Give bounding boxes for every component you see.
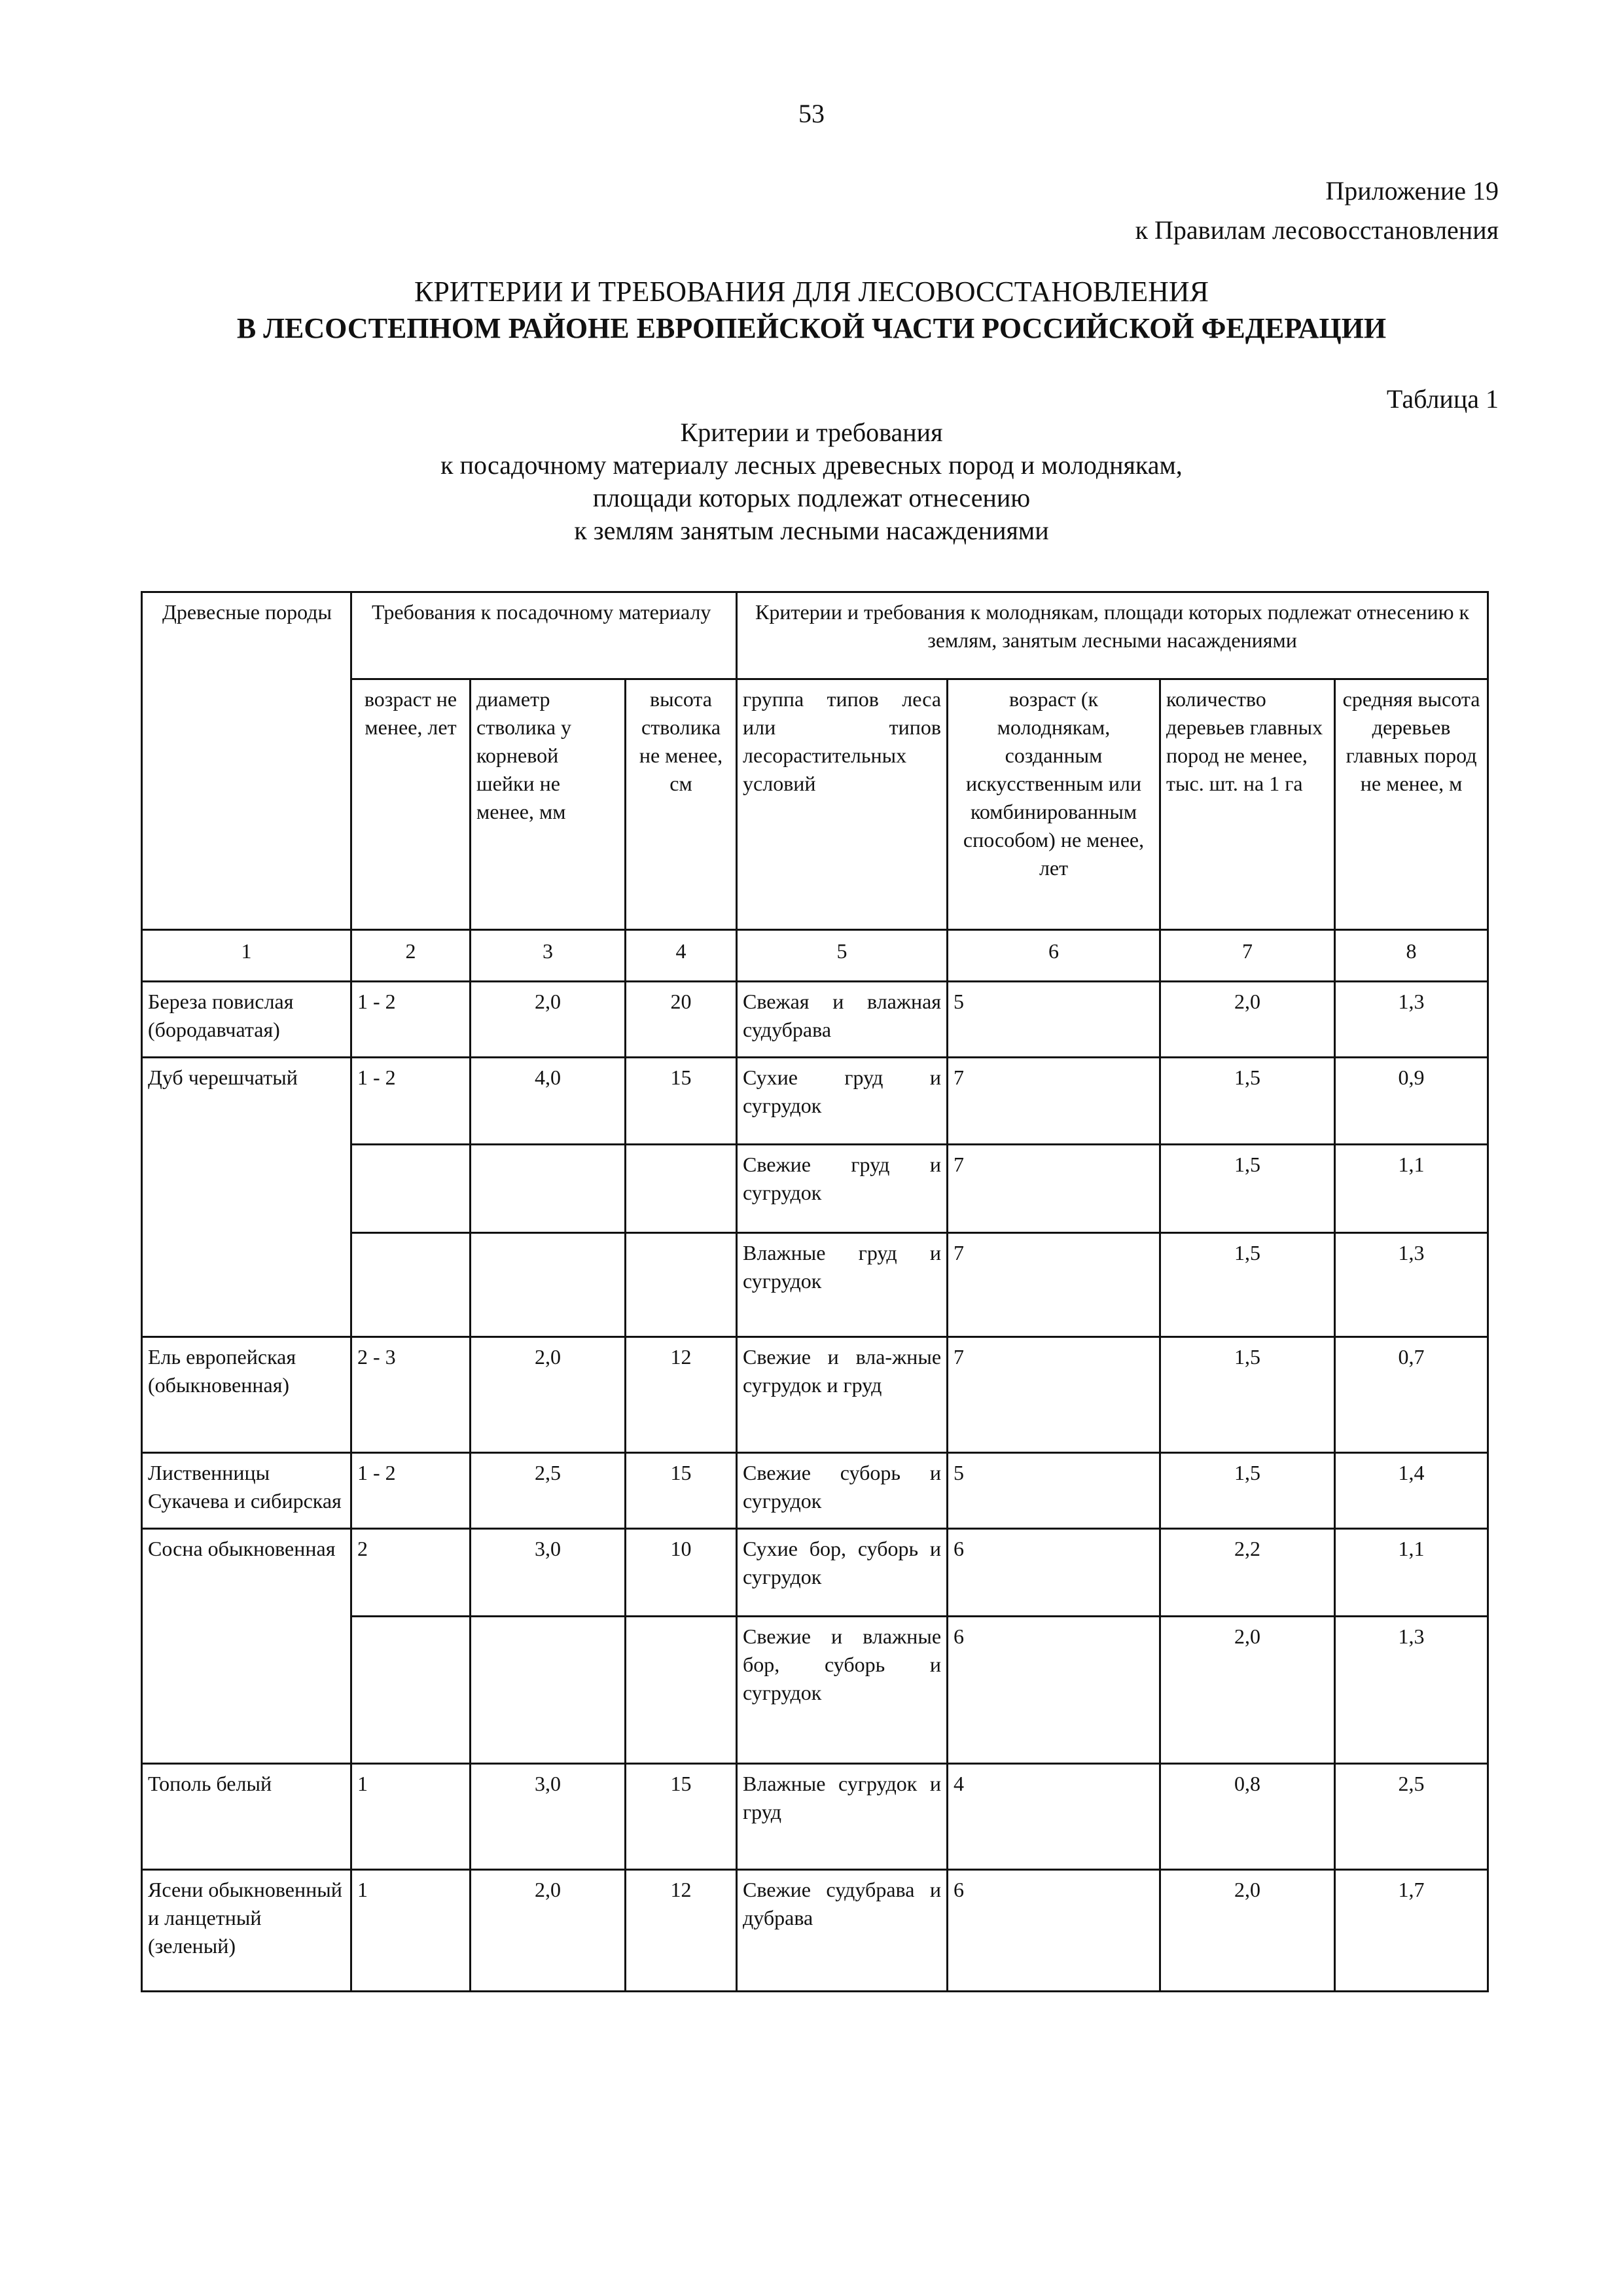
height-cell xyxy=(626,1233,737,1337)
young-age-cell: 7 xyxy=(948,1145,1160,1233)
mean-height-cell: 1,1 xyxy=(1335,1145,1488,1233)
young-age-cell: 7 xyxy=(948,1233,1160,1337)
forest-type-cell: Свежая и влажная судубрава xyxy=(737,982,948,1058)
species-cell: Ель европейская (обыкновенная) xyxy=(142,1337,351,1453)
tree-count-cell: 2,0 xyxy=(1160,1617,1335,1764)
appendix-reference xyxy=(1135,171,1499,250)
header-tree-count: количество деревьев главных пород не менее, тыс. шт. на 1 га xyxy=(1160,679,1335,930)
column-number-cell: 5 xyxy=(737,930,948,982)
young-age-cell: 4 xyxy=(948,1764,1160,1870)
planting-age-cell: 1 - 2 xyxy=(351,1453,471,1529)
column-number-cell: 7 xyxy=(1160,930,1335,982)
tree-count-cell: 2,0 xyxy=(1160,1870,1335,1992)
planting-age-cell: 2 - 3 xyxy=(351,1337,471,1453)
diameter-cell xyxy=(471,1145,626,1233)
header-diameter: диаметр стволика у корневой шейки не менее, мм xyxy=(471,679,626,930)
table-caption-line: к посадочному материалу лесных древесных пород и молоднякам, xyxy=(440,450,1183,480)
table-row xyxy=(142,1453,1488,1529)
table-caption-line: Критерии и требования xyxy=(680,418,943,447)
tree-count-cell: 1,5 xyxy=(1160,1058,1335,1145)
forest-type-cell: Свежие и вла-жные сугрудок и груд xyxy=(737,1337,948,1453)
planting-age-cell: 1 xyxy=(351,1764,471,1870)
tree-count-cell: 1,5 xyxy=(1160,1145,1335,1233)
appendix-line-2: к Правилам лесовосстановления xyxy=(1135,215,1499,245)
tree-count-cell: 0,8 xyxy=(1160,1764,1335,1870)
young-age-cell: 6 xyxy=(948,1870,1160,1992)
column-numbers-row xyxy=(142,930,1488,982)
table-caption-line: к землям занятым лесными насаждениями xyxy=(574,516,1049,545)
table-row xyxy=(142,1058,1488,1145)
forest-type-cell: Свежие судубрава и дубрава xyxy=(737,1870,948,1992)
forest-type-cell: Влажные груд и сугрудок xyxy=(737,1233,948,1337)
planting-age-cell: 1 - 2 xyxy=(351,1058,471,1145)
tree-count-cell: 1,5 xyxy=(1160,1233,1335,1337)
species-cell: Береза повислая (бородавчатая) xyxy=(142,982,351,1058)
table-row xyxy=(142,1529,1488,1617)
forest-type-cell: Сухие бор, суборь и сугрудок xyxy=(737,1529,948,1617)
diameter-cell: 2,0 xyxy=(471,1870,626,1992)
species-cell: Тополь белый xyxy=(142,1764,351,1870)
mean-height-cell: 1,3 xyxy=(1335,1233,1488,1337)
diameter-cell: 3,0 xyxy=(471,1764,626,1870)
mean-height-cell: 1,3 xyxy=(1335,1617,1488,1764)
young-age-cell: 7 xyxy=(948,1058,1160,1145)
species-cell: Сосна обыкновенная xyxy=(142,1529,351,1764)
header-forest-type: группа типов леса или типов лесорастительных условий xyxy=(737,679,948,930)
height-cell: 15 xyxy=(626,1764,737,1870)
column-number-cell: 4 xyxy=(626,930,737,982)
height-cell: 15 xyxy=(626,1058,737,1145)
height-cell: 20 xyxy=(626,982,737,1058)
document-title-line-1: КРИТЕРИИ И ТРЕБОВАНИЯ ДЛЯ ЛЕСОВОССТАНОВЛЕНИЯ xyxy=(414,276,1209,308)
column-number-cell: 1 xyxy=(142,930,351,982)
criteria-table xyxy=(141,591,1489,1992)
forest-type-cell: Свежие груд и сугрудок xyxy=(737,1145,948,1233)
page-number: 53 xyxy=(798,99,825,128)
mean-height-cell: 0,9 xyxy=(1335,1058,1488,1145)
forest-type-cell: Сухие груд и сугрудок xyxy=(737,1058,948,1145)
table-label: Таблица 1 xyxy=(1386,384,1499,414)
planting-age-cell: 2 xyxy=(351,1529,471,1617)
mean-height-cell: 1,1 xyxy=(1335,1529,1488,1617)
young-age-cell: 5 xyxy=(948,982,1160,1058)
table-row xyxy=(142,1764,1488,1870)
table-caption xyxy=(0,416,1623,547)
column-number-cell: 2 xyxy=(351,930,471,982)
table-caption-line: площади которых подлежат отнесению xyxy=(592,483,1031,512)
tree-count-cell: 1,5 xyxy=(1160,1337,1335,1453)
mean-height-cell: 2,5 xyxy=(1335,1764,1488,1870)
header-species: Древесные породы xyxy=(142,592,351,930)
column-number-cell: 8 xyxy=(1335,930,1488,982)
header-young-stands: Критерии и требования к молоднякам, площади которых подлежат отнесению к землям, занятым лесными насаждениями xyxy=(737,592,1488,679)
mean-height-cell: 1,4 xyxy=(1335,1453,1488,1529)
header-height: высота стволика не менее, см xyxy=(626,679,737,930)
forest-type-cell: Свежие суборь и сугрудок xyxy=(737,1453,948,1529)
tree-count-cell: 1,5 xyxy=(1160,1453,1335,1529)
species-cell: Дуб черешчатый xyxy=(142,1058,351,1337)
planting-age-cell: 1 xyxy=(351,1870,471,1992)
species-cell: Лиственницы Сукачева и сибирская xyxy=(142,1453,351,1529)
height-cell: 12 xyxy=(626,1870,737,1992)
height-cell xyxy=(626,1145,737,1233)
height-cell xyxy=(626,1617,737,1764)
height-cell: 10 xyxy=(626,1529,737,1617)
table-row xyxy=(142,982,1488,1058)
table-row xyxy=(142,1870,1488,1992)
tree-count-cell: 2,2 xyxy=(1160,1529,1335,1617)
table-row xyxy=(142,1337,1488,1453)
column-number-cell: 6 xyxy=(948,930,1160,982)
diameter-cell: 2,5 xyxy=(471,1453,626,1529)
planting-age-cell xyxy=(351,1617,471,1764)
tree-count-cell: 2,0 xyxy=(1160,982,1335,1058)
document-title-line-2: В ЛЕСОСТЕПНОМ РАЙОНЕ ЕВРОПЕЙСКОЙ ЧАСТИ РОССИЙСКОЙ ФЕДЕРАЦИИ xyxy=(236,312,1387,344)
header-planting-material: Требования к посадочному материалу xyxy=(351,592,737,679)
young-age-cell: 7 xyxy=(948,1337,1160,1453)
forest-type-cell: Влажные сугрудок и груд xyxy=(737,1764,948,1870)
diameter-cell: 2,0 xyxy=(471,982,626,1058)
diameter-cell xyxy=(471,1233,626,1337)
header-row-groups xyxy=(142,592,1488,679)
height-cell: 15 xyxy=(626,1453,737,1529)
diameter-cell: 3,0 xyxy=(471,1529,626,1617)
diameter-cell xyxy=(471,1617,626,1764)
planting-age-cell xyxy=(351,1145,471,1233)
mean-height-cell: 1,7 xyxy=(1335,1870,1488,1992)
header-mean-height: средняя высота деревьев главных пород не менее, м xyxy=(1335,679,1488,930)
young-age-cell: 5 xyxy=(948,1453,1160,1529)
young-age-cell: 6 xyxy=(948,1617,1160,1764)
header-age: возраст не менее, лет xyxy=(351,679,471,930)
appendix-line-1: Приложение 19 xyxy=(1325,176,1499,206)
planting-age-cell: 1 - 2 xyxy=(351,982,471,1058)
height-cell: 12 xyxy=(626,1337,737,1453)
planting-age-cell xyxy=(351,1233,471,1337)
young-age-cell: 6 xyxy=(948,1529,1160,1617)
mean-height-cell: 1,3 xyxy=(1335,982,1488,1058)
diameter-cell: 2,0 xyxy=(471,1337,626,1453)
diameter-cell: 4,0 xyxy=(471,1058,626,1145)
mean-height-cell: 0,7 xyxy=(1335,1337,1488,1453)
column-number-cell: 3 xyxy=(471,930,626,982)
header-young-age: возраст (к молоднякам, созданным искусственным или комбинированным способом) не менее, лет xyxy=(948,679,1160,930)
species-cell: Ясени обыкновенный и ланцетный (зеленый) xyxy=(142,1870,351,1992)
forest-type-cell: Свежие и влажные бор, суборь и сугрудок xyxy=(737,1617,948,1764)
